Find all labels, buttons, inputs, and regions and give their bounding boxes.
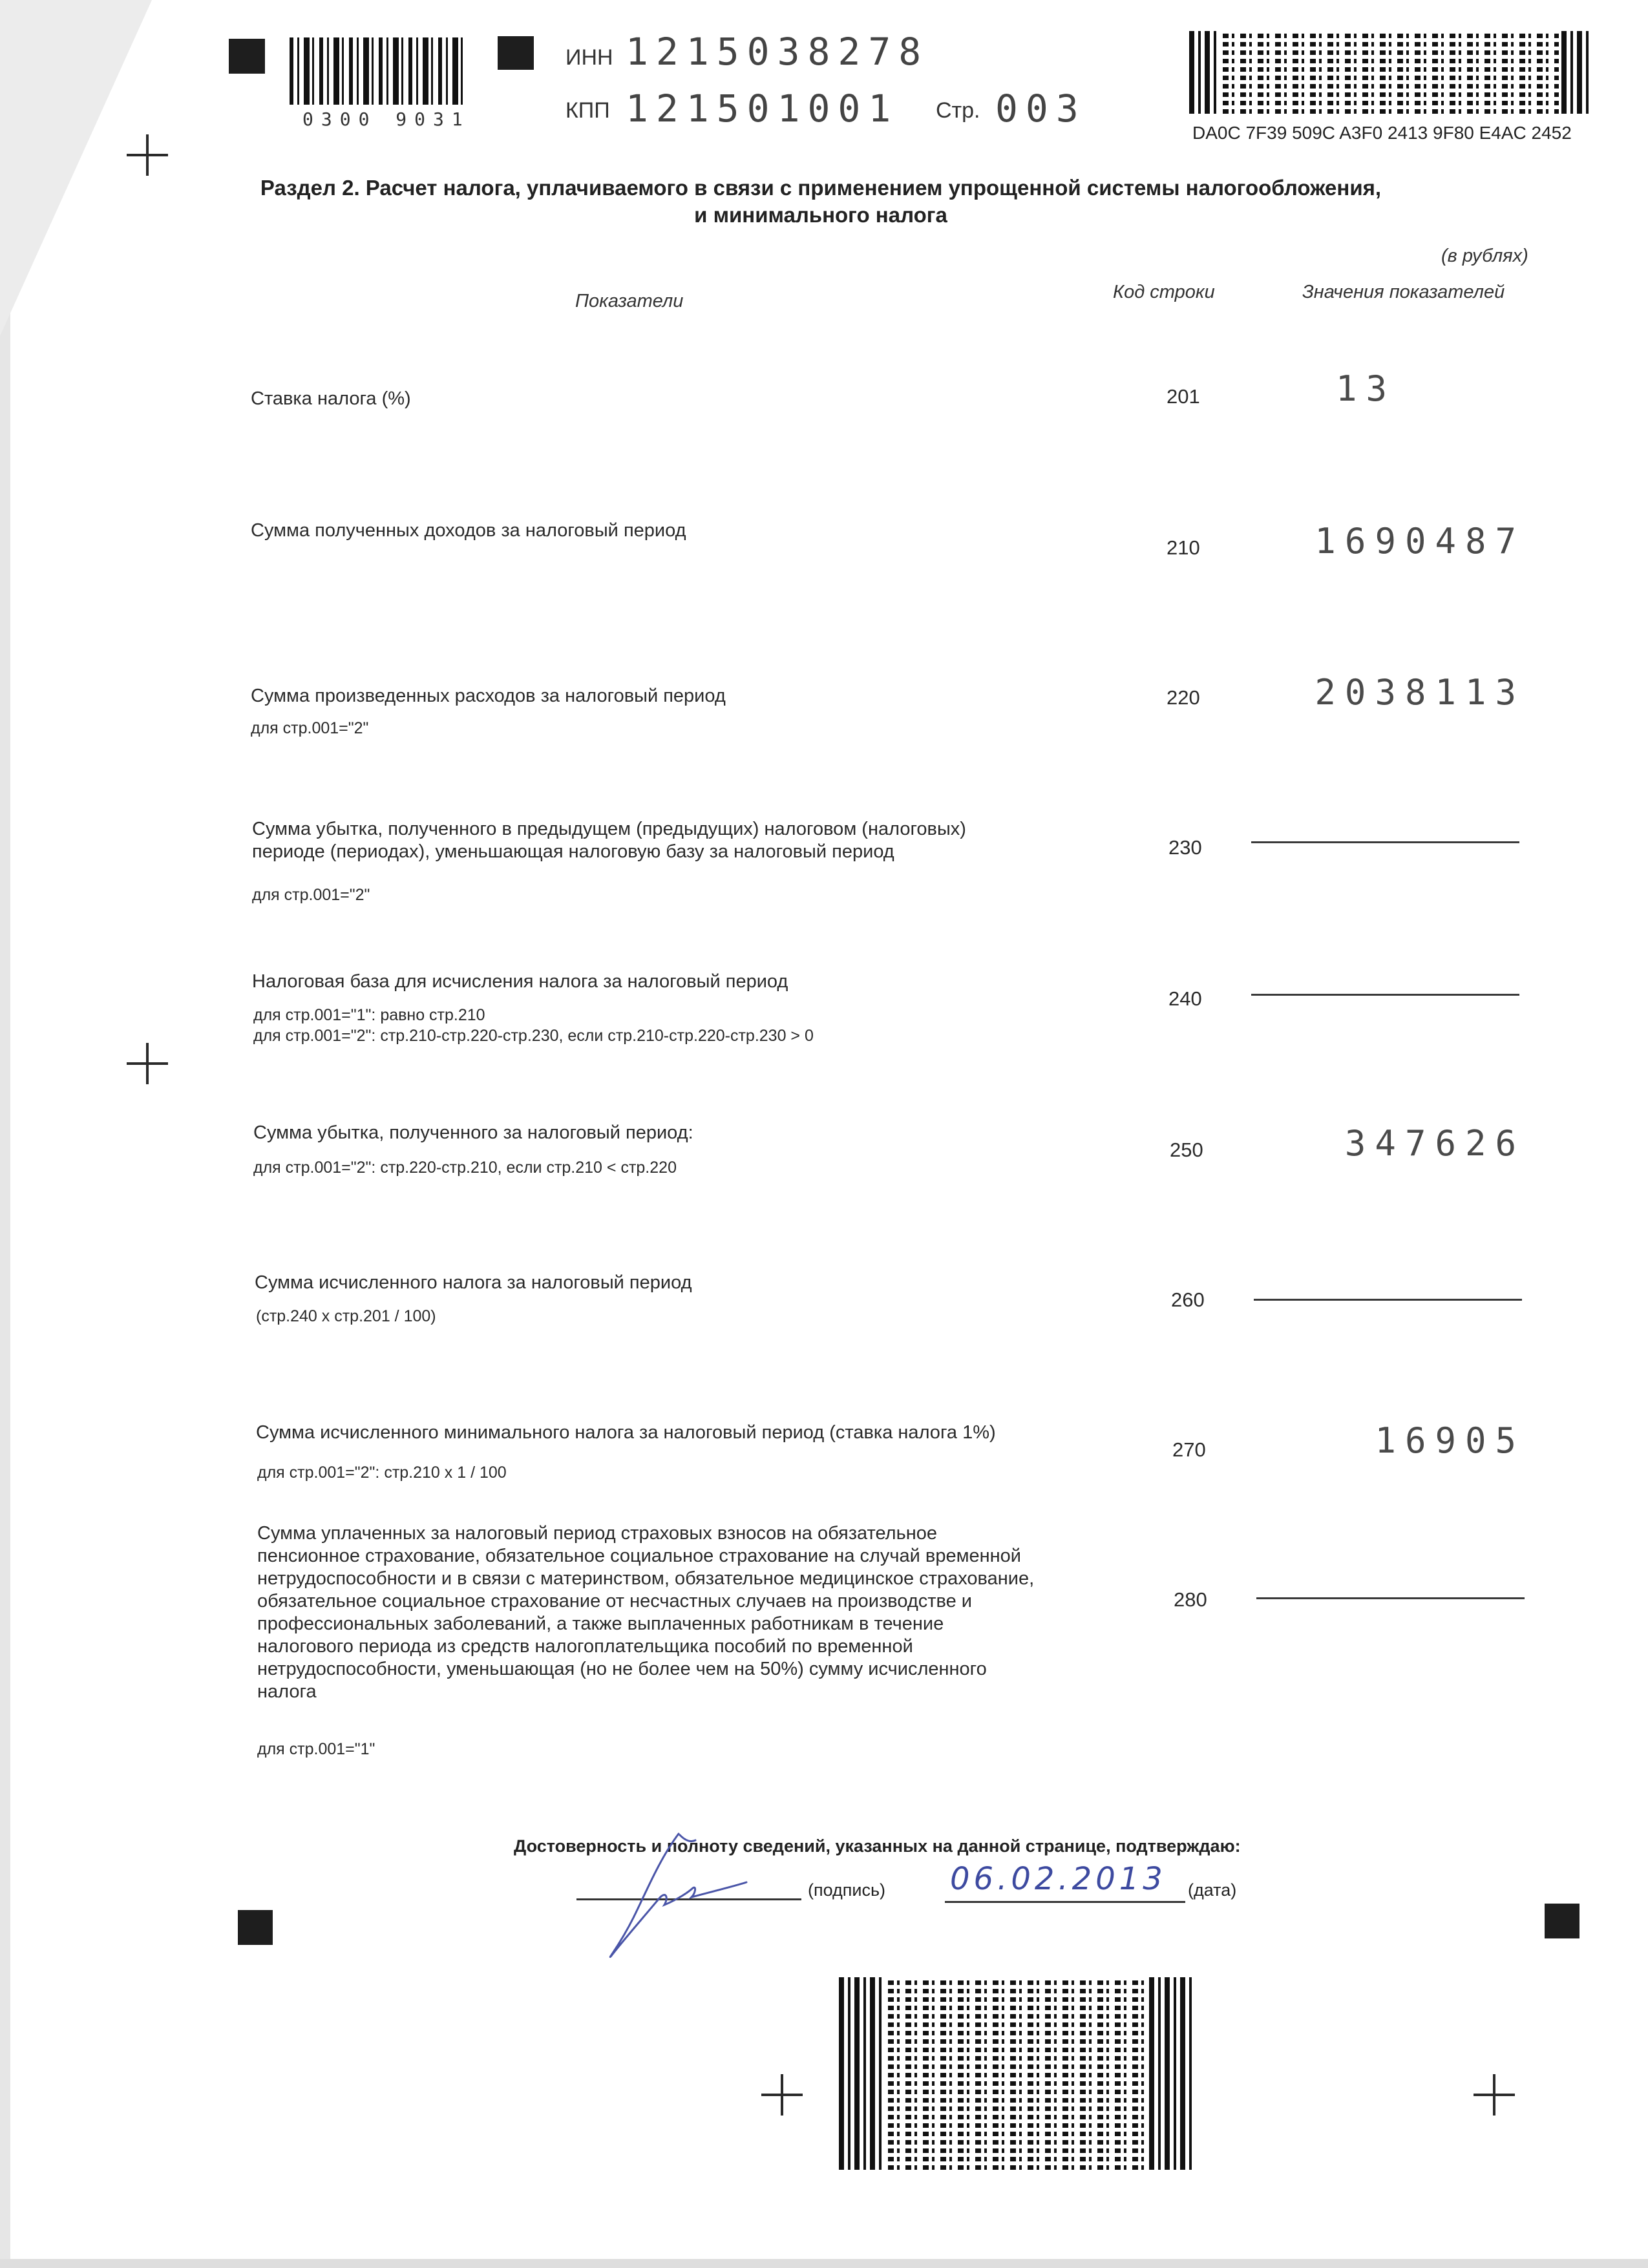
row-250-note: для стр.001="2": стр.220-стр.210, если стр.210 < стр.220 <box>253 1159 677 1177</box>
header-2d-barcode <box>1223 31 1559 114</box>
date-caption: (дата) <box>1188 1880 1237 1900</box>
row-280-empty-value <box>1256 1597 1525 1599</box>
matrix-guard <box>839 1977 885 2170</box>
confirmation-text: Достоверность и полноту сведений, указанных на данной странице, подтверждаю: <box>514 1836 1241 1856</box>
row-240-code: 240 <box>1168 987 1202 1010</box>
column-header-code: Код строки <box>1113 282 1215 302</box>
row-280-label-line: обязательное социальное страхование от несчастных случаев на производстве и <box>257 1591 973 1612</box>
row-280-note: для стр.001="1" <box>257 1740 375 1758</box>
row-240-note: для стр.001="2": стр.210-стр.220-стр.230, если стр.210-стр.220-стр.230 > 0 <box>253 1027 814 1045</box>
matrix-guard <box>1149 1977 1196 2170</box>
date-value: 06.02.2013 <box>950 1861 1167 1897</box>
row-230-note: для стр.001="2" <box>252 886 370 904</box>
registration-cross <box>761 2074 803 2116</box>
row-270-note: для стр.001="2": стр.210 х 1 / 100 <box>257 1464 507 1482</box>
registration-square <box>498 36 534 70</box>
row-250-code: 250 <box>1170 1139 1203 1161</box>
row-201-value: 13 <box>1335 368 1396 409</box>
row-230-label-line: периоде (периодах), уменьшающая налоговую базу за налоговый период <box>252 841 894 862</box>
row-270-code: 270 <box>1172 1438 1206 1461</box>
row-280-code: 280 <box>1174 1588 1207 1611</box>
row-260-code: 260 <box>1171 1288 1205 1311</box>
registration-cross <box>127 1043 168 1084</box>
row-220-note: для стр.001="2" <box>251 719 369 737</box>
row-240-empty-value <box>1251 994 1519 996</box>
row-240-label: Налоговая база для исчисления налога за налоговый период <box>252 971 788 992</box>
row-230-code: 230 <box>1168 836 1202 859</box>
row-220-value: 2038113 <box>1315 672 1525 713</box>
scan-edge-bottom <box>0 2259 1648 2268</box>
row-280-label-line: налога <box>257 1681 317 1702</box>
registration-cross <box>1474 2074 1515 2116</box>
row-270-label: Сумма исчисленного минимального налога за налоговый период (ставка налога 1%) <box>256 1422 996 1443</box>
matrix-guard <box>1189 31 1220 114</box>
row-220-label: Сумма произведенных расходов за налоговый период <box>251 686 726 706</box>
row-201-label: Ставка налога (%) <box>251 388 411 409</box>
row-280-label-line: профессиональных заболеваний, а также выплаченных работникам в течение <box>257 1613 944 1634</box>
inn-label: ИНН <box>565 45 613 70</box>
row-280-label <box>257 1522 1162 1703</box>
row-250-label: Сумма убытка, полученного за налоговый период: <box>253 1122 693 1143</box>
row-230-label-line: Сумма убытка, полученного в предыдущем (предыдущих) налоговом (налоговых) <box>252 819 966 839</box>
row-230-label <box>252 818 966 863</box>
kpp-value: 121501001 <box>626 87 899 131</box>
row-230-empty-value <box>1251 841 1519 843</box>
row-280-label-line: налогового периода из средств налогоплательщика пособий по временной <box>257 1636 913 1657</box>
row-220-code: 220 <box>1167 686 1200 709</box>
units-note: (в рублях) <box>1441 246 1528 266</box>
registration-square <box>229 39 265 74</box>
signature-image <box>582 1821 769 1969</box>
row-280-label-line: пенсионное страхование, обязательное социальное страхование на случай временной <box>257 1546 1022 1566</box>
registration-square <box>1545 1904 1579 1938</box>
row-260-empty-value <box>1254 1299 1522 1301</box>
signature-caption: (подпись) <box>808 1880 886 1900</box>
row-210-code: 210 <box>1167 536 1200 559</box>
date-line <box>945 1901 1185 1903</box>
column-header-indicators: Показатели <box>575 291 684 311</box>
header-barcode <box>290 37 464 105</box>
row-280-label-line: нетрудоспособности и в связи с материнством, обязательное медицинское страхование, <box>257 1568 1035 1589</box>
document-hash: DA0C 7F39 509C A3F0 2413 9F80 E4AC 2452 <box>1192 123 1572 143</box>
barcode-digits: 0300 9031 <box>302 109 470 130</box>
row-240-note: для стр.001="1": равно стр.210 <box>253 1006 485 1024</box>
section-title-line2: и минимального налога <box>694 203 947 227</box>
registration-cross <box>127 134 168 176</box>
page-number: 003 <box>995 87 1086 131</box>
scan-edge <box>0 0 10 2268</box>
section-title <box>213 174 1428 229</box>
row-250-value: 347626 <box>1344 1123 1525 1164</box>
row-201-code: 201 <box>1167 385 1200 408</box>
row-260-label: Сумма исчисленного налога за налоговый период <box>255 1272 692 1293</box>
column-header-values: Значения показателей <box>1302 282 1505 302</box>
row-210-value: 1690487 <box>1315 521 1525 562</box>
section-title-line1: Раздел 2. Расчет налога, уплачиваемого в связи с применением упрощенной системы налогообложения, <box>260 176 1382 200</box>
row-260-note: (стр.240 х стр.201 / 100) <box>256 1307 436 1325</box>
row-280-label-line: Сумма уплаченных за налоговый период страховых взносов на обязательное <box>257 1523 937 1544</box>
page-label: Стр. <box>936 98 980 123</box>
inn-value: 1215038278 <box>626 30 929 74</box>
row-270-value: 16905 <box>1375 1420 1525 1461</box>
row-280-label-line: нетрудоспособности, уменьшающая (но не более чем на 50%) сумму исчисленного <box>257 1659 987 1679</box>
row-210-label: Сумма полученных доходов за налоговый период <box>251 520 686 541</box>
matrix-guard <box>1561 31 1592 114</box>
footer-2d-barcode <box>888 1977 1146 2170</box>
kpp-label: КПП <box>565 98 610 123</box>
registration-square <box>238 1910 273 1945</box>
